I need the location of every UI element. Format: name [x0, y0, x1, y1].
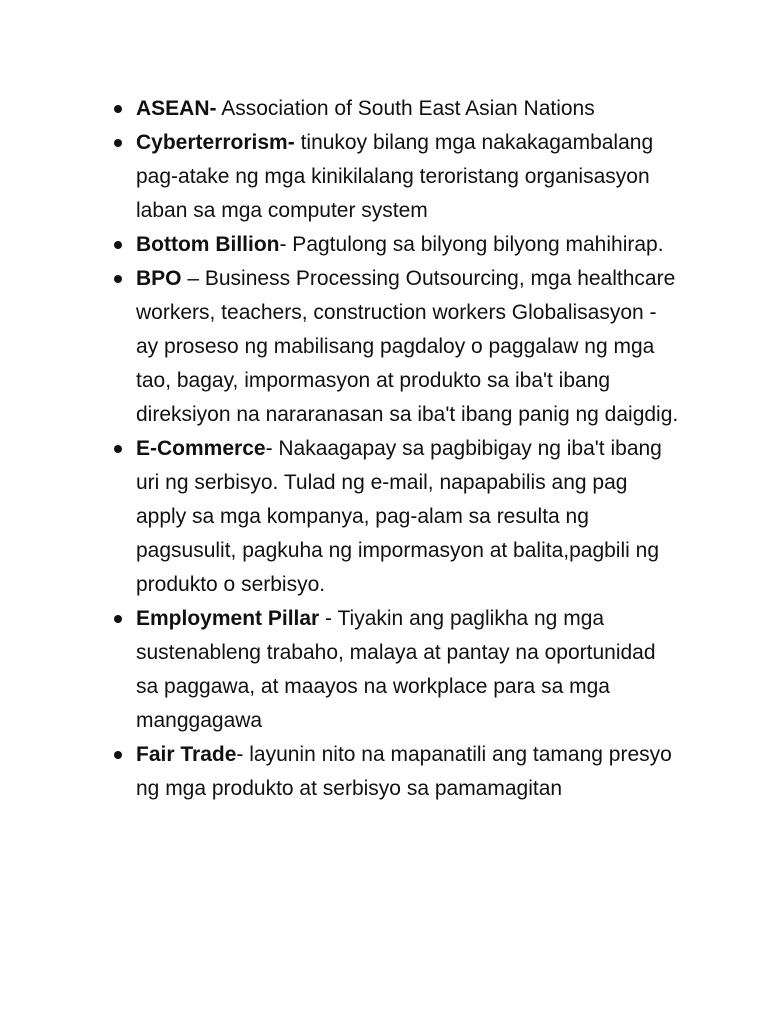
term-label: ASEAN-: [136, 97, 217, 120]
term-label: Fair Trade: [136, 743, 237, 766]
term-definition: - Tiyakin ang paglikha ng mga sustenableng trabaho, malaya at pantay na oportunidad sa paggawa, at maayos na workplace para sa mga manggagawa: [136, 607, 656, 732]
term-label: E-Commerce: [136, 437, 266, 460]
term-definition: – Business Processing Outsourcing, mga healthcare workers, teachers, construction workers Globalisasyon - ay proseso ng mabilisang pagdaloy o paggalaw ng mga tao, bagay, impormasyon at produkto sa iba't ibang direksiyon na nararanasan sa iba't ibang panig ng daigdig.: [136, 267, 679, 426]
bullet-icon: [114, 275, 122, 283]
term-definition: Association of South East Asian Nations: [216, 97, 595, 120]
list-item-fair-trade: [112, 738, 682, 806]
list-item-employment-pillar: [112, 602, 682, 738]
bullet-icon: [114, 241, 122, 249]
term-label: Bottom Billion: [136, 233, 280, 256]
bullet-icon: [114, 615, 122, 623]
term-label: Employment Pillar: [136, 607, 320, 630]
list-item-bottom-billion: [112, 228, 682, 262]
list-item-cyberterrorism: [112, 126, 682, 228]
bullet-icon: [114, 139, 122, 147]
term-definition: tinukoy bilang mga nakakagambalang pag-atake ng mga kinikilalang teroristang organisasyon laban sa mga computer system: [136, 131, 654, 222]
bullet-icon: [114, 751, 122, 759]
list-item-asean: [112, 92, 682, 126]
term-definition: - Pagtulong sa bilyong bilyong mahihirap.: [279, 233, 664, 256]
glossary-list: [112, 92, 682, 806]
term-definition: - layunin nito na mapanatili ang tamang presyo ng mga produkto at serbisyo sa pamamagitan: [136, 743, 672, 800]
term-label: Cyberterrorism-: [136, 131, 295, 154]
term-definition: - Nakaagapay sa pagbibigay ng iba't ibang uri ng serbisyo. Tulad ng e-mail, napapabilis ang pag apply sa mga kompanya, pag-alam sa resulta ng pagsusulit, pagkuha ng impormasyon at balita,pagbili ng produkto o serbisyo.: [136, 437, 662, 596]
bullet-icon: [114, 445, 122, 453]
list-item-e-commerce: [112, 432, 682, 602]
term-label: BPO: [136, 267, 182, 290]
bullet-icon: [114, 105, 122, 113]
list-item-bpo: [112, 262, 682, 432]
